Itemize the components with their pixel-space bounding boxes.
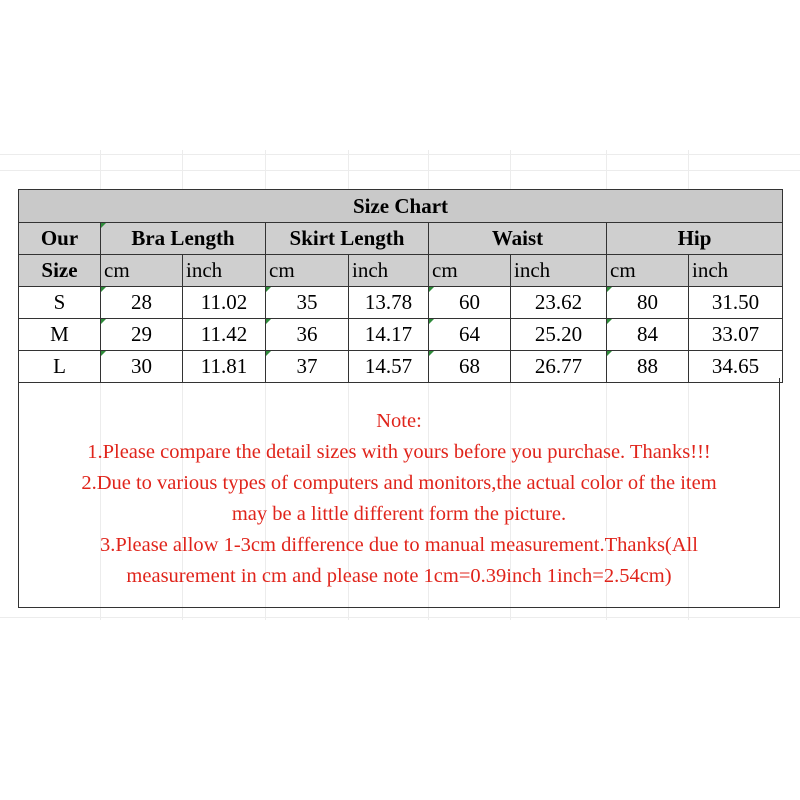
value-cell: 64 xyxy=(429,319,511,351)
note-line: 3.Please allow 1-3cm difference due to manual measurement.Thanks(All xyxy=(100,534,698,556)
value-cell: 88 xyxy=(607,351,689,383)
value-cell: 29 xyxy=(101,319,183,351)
size-chart-table xyxy=(18,189,783,383)
note-title: Note: xyxy=(376,410,422,432)
value-cell: 30 xyxy=(101,351,183,383)
group-header: Bra Length xyxy=(101,223,266,255)
gridline xyxy=(0,617,800,618)
value-cell: 34.65 xyxy=(689,351,783,383)
unit-header: cm xyxy=(266,255,349,287)
value-cell: 68 xyxy=(429,351,511,383)
value-cell: 37 xyxy=(266,351,349,383)
value-cell: 35 xyxy=(266,287,349,319)
note-line: 1.Please compare the detail sizes with yours before you purchase. Thanks!!! xyxy=(87,441,711,463)
unit-header: inch xyxy=(511,255,607,287)
value-cell: 26.77 xyxy=(511,351,607,383)
note-line: 2.Due to various types of computers and monitors,the actual color of the item xyxy=(81,472,717,494)
group-header: Hip xyxy=(607,223,783,255)
unit-header: cm xyxy=(607,255,689,287)
value-cell: 23.62 xyxy=(511,287,607,319)
note-line: may be a little different form the picture. xyxy=(231,503,567,525)
value-cell: 25.20 xyxy=(511,319,607,351)
value-cell: 80 xyxy=(607,287,689,319)
size-cell: M xyxy=(19,319,101,351)
size-cell: S xyxy=(19,287,101,319)
size-cell: L xyxy=(19,351,101,383)
value-cell: 84 xyxy=(607,319,689,351)
chart-title: Size Chart xyxy=(19,190,783,223)
value-cell: 31.50 xyxy=(689,287,783,319)
table-row xyxy=(19,319,783,351)
unit-header: inch xyxy=(689,255,783,287)
gridline xyxy=(0,170,800,171)
group-header: Waist xyxy=(429,223,607,255)
value-cell: 13.78 xyxy=(349,287,429,319)
value-cell: 11.42 xyxy=(183,319,266,351)
value-cell: 36 xyxy=(266,319,349,351)
value-cell: 60 xyxy=(429,287,511,319)
value-cell: 11.02 xyxy=(183,287,266,319)
value-cell: 14.17 xyxy=(349,319,429,351)
value-cell: 14.57 xyxy=(349,351,429,383)
unit-header: cm xyxy=(101,255,183,287)
table-row xyxy=(19,287,783,319)
size-header: Our xyxy=(19,223,101,255)
gridline xyxy=(0,154,800,155)
note-line: measurement in cm and please note 1cm=0.39inch 1inch=2.54cm) xyxy=(126,565,672,587)
value-cell: 28 xyxy=(101,287,183,319)
value-cell: 33.07 xyxy=(689,319,783,351)
unit-header: cm xyxy=(429,255,511,287)
notes-box xyxy=(18,378,780,608)
value-cell: 11.81 xyxy=(183,351,266,383)
group-header: Skirt Length xyxy=(266,223,429,255)
size-header: Size xyxy=(19,255,101,287)
unit-header: inch xyxy=(183,255,266,287)
unit-header: inch xyxy=(349,255,429,287)
